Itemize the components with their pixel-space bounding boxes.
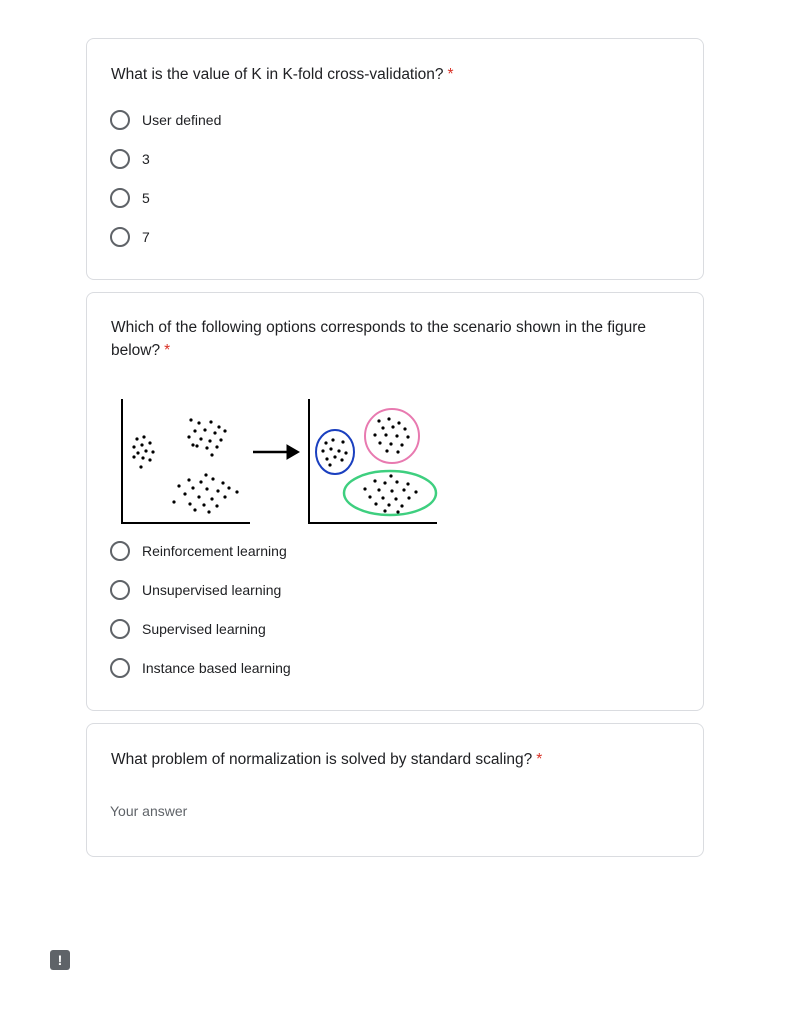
radio-button[interactable] bbox=[110, 619, 130, 639]
radio-button[interactable] bbox=[110, 580, 130, 600]
answer-input[interactable]: Your answer bbox=[110, 803, 188, 819]
radio-button[interactable] bbox=[110, 110, 130, 130]
radio-button[interactable] bbox=[110, 541, 130, 561]
question-title: What problem of normalization is solved by standard scaling? * bbox=[111, 751, 543, 768]
radio-button[interactable] bbox=[110, 149, 130, 169]
clustering-figure bbox=[117, 393, 447, 533]
option-label: 5 bbox=[142, 190, 150, 206]
arrow bbox=[253, 445, 299, 459]
option-label: Reinforcement learning bbox=[142, 543, 287, 559]
question-card-scenario bbox=[86, 292, 704, 711]
option-label: 7 bbox=[142, 229, 150, 245]
cluster-blue-ellipse bbox=[316, 430, 354, 474]
option-label: User defined bbox=[142, 112, 222, 128]
option-user-defined[interactable] bbox=[110, 109, 221, 131]
question-card-standard-scaling bbox=[86, 723, 704, 857]
cluster-pink-ellipse bbox=[365, 409, 419, 463]
option-7[interactable] bbox=[110, 226, 150, 248]
left-points bbox=[132, 418, 238, 513]
report-feedback-icon[interactable]: ! bbox=[50, 950, 70, 970]
option-3[interactable] bbox=[110, 148, 150, 170]
required-asterisk: * bbox=[447, 66, 454, 83]
left-axes bbox=[122, 399, 250, 523]
option-label: 3 bbox=[142, 151, 150, 167]
option-supervised-learning[interactable] bbox=[110, 618, 266, 640]
option-label: Instance based learning bbox=[142, 660, 291, 676]
option-instance-based-learning[interactable] bbox=[110, 657, 291, 679]
radio-button[interactable] bbox=[110, 658, 130, 678]
option-reinforcement-learning[interactable] bbox=[110, 540, 287, 562]
radio-button[interactable] bbox=[110, 227, 130, 247]
required-asterisk: * bbox=[164, 342, 171, 359]
radio-button[interactable] bbox=[110, 188, 130, 208]
option-label: Supervised learning bbox=[142, 621, 266, 637]
right-points bbox=[321, 417, 417, 513]
option-unsupervised-learning[interactable] bbox=[110, 579, 281, 601]
required-asterisk: * bbox=[536, 751, 543, 768]
question-title: Which of the following options corresponds to the scenario shown in the figure below? * bbox=[111, 319, 647, 359]
cluster-green-ellipse bbox=[344, 471, 436, 515]
option-label: Unsupervised learning bbox=[142, 582, 282, 598]
question-card-k-fold bbox=[86, 38, 704, 280]
question-title: What is the value of K in K-fold cross-validation? * bbox=[111, 66, 454, 83]
option-5[interactable] bbox=[110, 187, 150, 209]
